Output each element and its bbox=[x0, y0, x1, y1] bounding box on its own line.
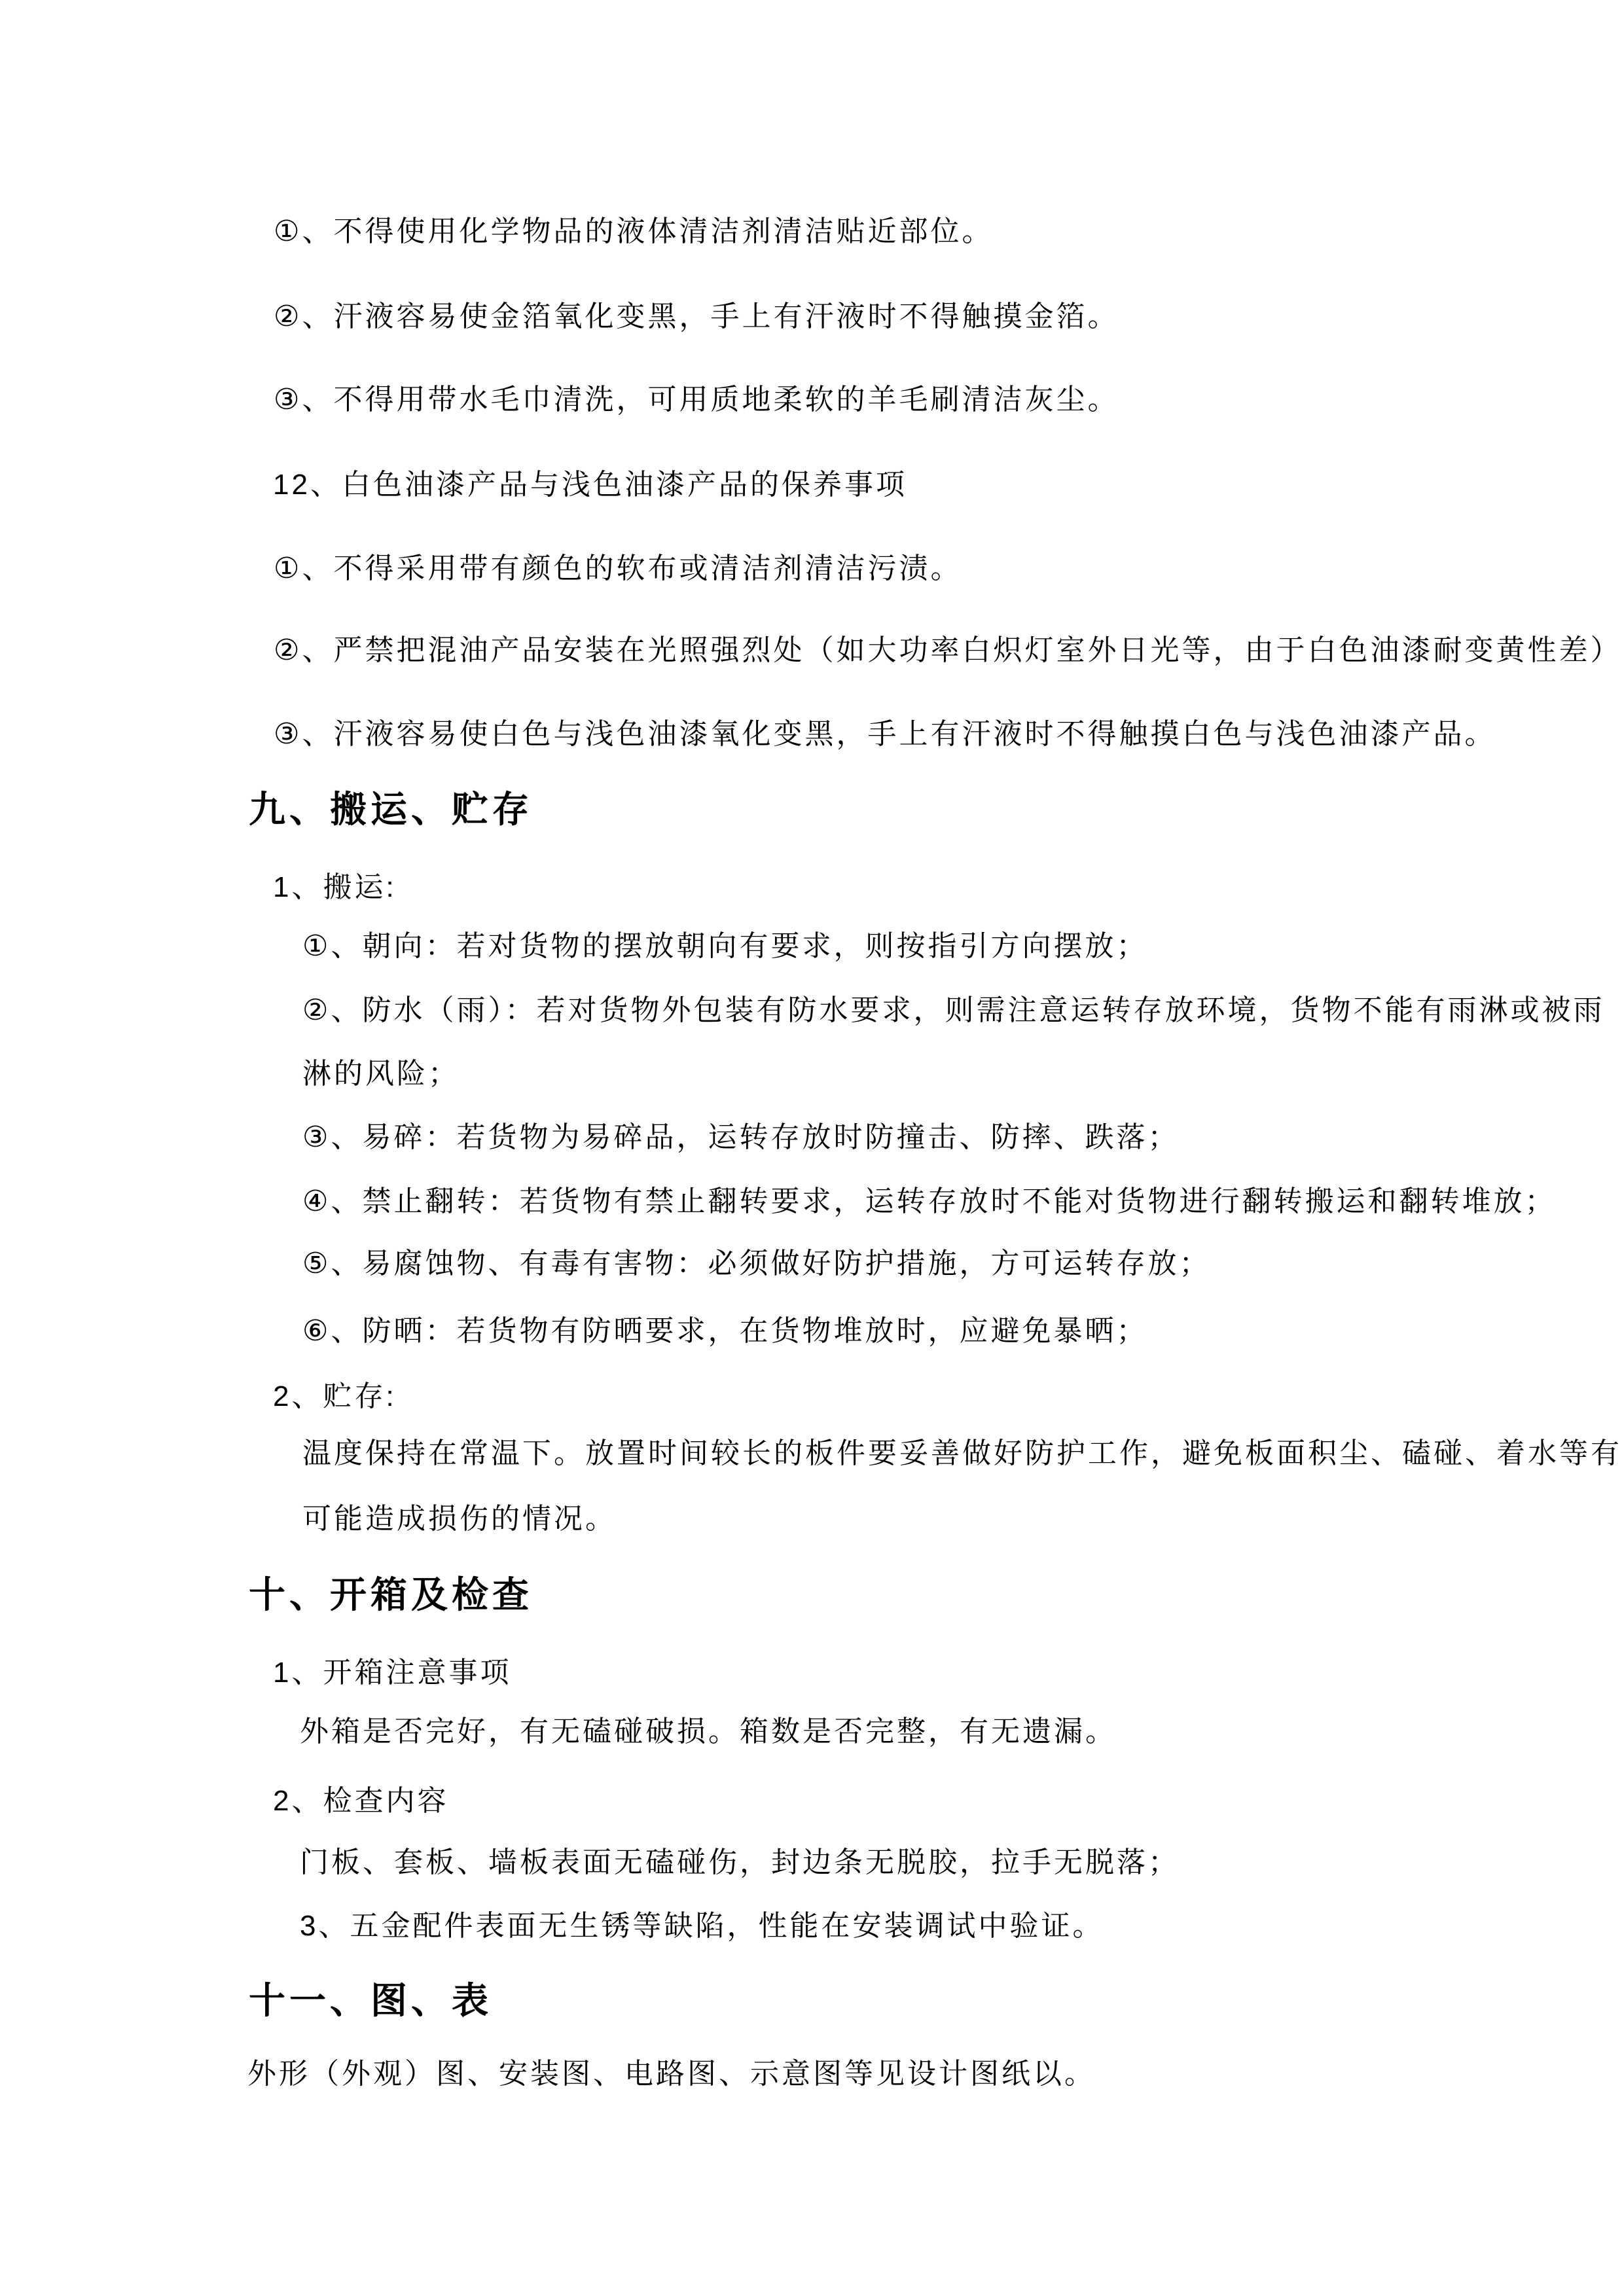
storage-paragraph-line: 可能造成损伤的情况。 bbox=[302, 1503, 617, 1535]
white-paint-care-title: 12、白色油漆产品与浅色油漆产品的保养事项 bbox=[273, 469, 907, 501]
transport-item: ④、禁止翻转：若货物有禁止翻转要求，运转存放时不能对货物进行翻转搬运和翻转堆放； bbox=[302, 1185, 1557, 1217]
unboxing-item-label: 1、开箱注意事项 bbox=[273, 1657, 512, 1689]
section-heading-figures-tables: 十一、图、表 bbox=[249, 1980, 492, 2021]
care-item: ③、汗液容易使白色与浅色油漆氧化变黑，手上有汗液时不得触摸白色与浅色油漆产品。 bbox=[274, 718, 1496, 750]
care-item: ①、不得使用化学物品的液体清洁剂清洁贴近部位。 bbox=[274, 215, 994, 247]
transport-item: ⑥、防晒：若货物有防晒要求，在货物堆放时，应避免暴晒； bbox=[302, 1315, 1148, 1347]
storage-paragraph-line: 温度保持在常温下。放置时间较长的板件要妥善做好防护工作，避免板面积尘、磕碰、着水等有 bbox=[302, 1437, 1622, 1469]
transport-item: ①、朝向：若对货物的摆放朝向有要求，则按指引方向摆放； bbox=[302, 930, 1148, 962]
inspection-item-text: 门板、套板、墙板表面无磕碰伤，封边条无脱胶，拉手无脱落； bbox=[300, 1846, 1180, 1878]
care-item: ②、严禁把混油产品安装在光照强烈处（如大功率白炽灯室外日光等，由于白色油漆耐变黄性差） bbox=[274, 634, 1622, 666]
hardware-item-text: 3、五金配件表面无生锈等缺陷，性能在安装调试中验证。 bbox=[300, 1910, 1104, 1942]
transport-item-continuation: 淋的风险； bbox=[302, 1058, 460, 1090]
transport-label: 1、搬运: bbox=[273, 871, 397, 903]
transport-item: ③、易碎：若货物为易碎品，运转存放时防撞击、防摔、跌落； bbox=[302, 1121, 1180, 1153]
transport-item: ②、防水（雨）：若对货物外包装有防水要求，则需注意运转存放环境，货物不能有雨淋或被雨 bbox=[302, 994, 1605, 1026]
section-heading-transport-storage: 九、搬运、贮存 bbox=[249, 789, 533, 830]
care-item: ③、不得用带水毛巾清洗，可用质地柔软的羊毛刷清洁灰尘。 bbox=[274, 384, 1119, 416]
storage-label: 2、贮存: bbox=[273, 1380, 397, 1412]
inspection-item-label: 2、检查内容 bbox=[273, 1785, 449, 1817]
unboxing-item-text: 外箱是否完好，有无磕碰破损。箱数是否完整，有无遗漏。 bbox=[300, 1715, 1117, 1748]
figures-text: 外形（外观）图、安装图、电路图、示意图等见设计图纸以。 bbox=[247, 2058, 1096, 2090]
section-heading-unboxing-inspection: 十、开箱及检查 bbox=[249, 1574, 533, 1615]
care-item: ②、汗液容易使金箔氧化变黑，手上有汗液时不得触摸金箔。 bbox=[274, 300, 1119, 332]
transport-item: ⑤、易腐蚀物、有毒有害物：必须做好防护措施，方可运转存放； bbox=[302, 1247, 1211, 1280]
care-item: ①、不得采用带有颜色的软布或清洁剂清洁污渍。 bbox=[274, 552, 962, 584]
